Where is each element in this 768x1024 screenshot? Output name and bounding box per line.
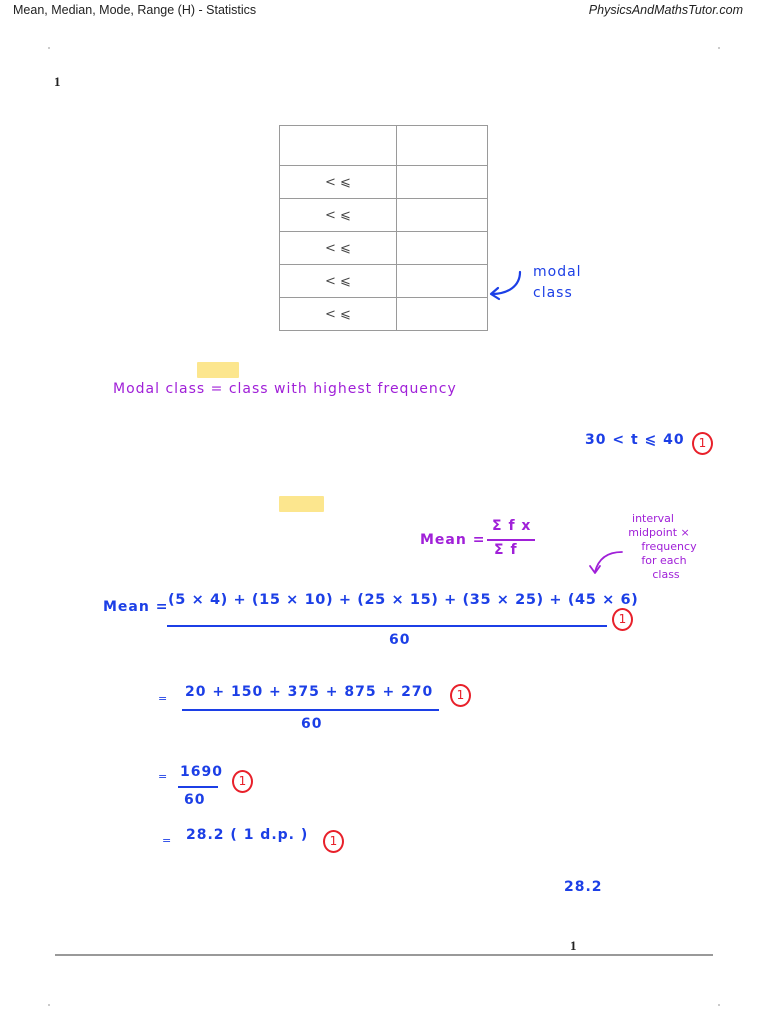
fraction-bar: [487, 539, 535, 541]
mean-formula-denominator: Σ f: [494, 542, 518, 558]
frequency-table: [279, 125, 488, 331]
interval-cell: < ⩽: [280, 232, 397, 265]
frequency-cell: [397, 265, 488, 298]
mark-circle: 1: [692, 432, 713, 455]
midpoint-note-line: class: [652, 568, 680, 581]
fraction-bar: [182, 709, 439, 711]
table-row: [280, 166, 488, 199]
modal-note-line2: class: [533, 285, 573, 301]
table-header-cell: [280, 126, 397, 166]
mean-line3-denominator: 60: [184, 792, 206, 808]
interval-cell: < ⩽: [280, 199, 397, 232]
curved-arrow-icon: [586, 548, 626, 578]
table-row: [280, 265, 488, 298]
frequency-cell: [397, 232, 488, 265]
question-number: 1: [54, 74, 61, 89]
corner-mark: [718, 47, 720, 49]
highlight-mark: [197, 362, 239, 378]
mean-formula-numerator: Σ f x: [492, 518, 532, 534]
mean-line2-numerator: 20 + 150 + 375 + 875 + 270: [185, 684, 434, 700]
table-row: [280, 199, 488, 232]
final-answer: 28.2: [564, 879, 603, 895]
corner-mark: [48, 47, 50, 49]
mean-formula-label: Mean =: [420, 532, 486, 548]
modal-class-definition: Modal class = class with highest frequency: [113, 381, 457, 397]
mark-circle: 1: [323, 830, 344, 853]
mark-circle: 1: [232, 770, 253, 793]
fraction-bar: [167, 625, 607, 627]
table-header-cell: [397, 126, 488, 166]
midpoint-note-line: interval: [632, 512, 674, 525]
footer-divider: [55, 954, 713, 956]
page-number: 1: [570, 938, 577, 953]
mean-line1-label: Mean =: [103, 599, 169, 615]
table-row: [280, 298, 488, 331]
equals-sign: =: [162, 834, 173, 847]
equals-sign: =: [158, 692, 169, 705]
frequency-cell: [397, 199, 488, 232]
mean-line3-numerator: 1690: [180, 764, 223, 780]
midpoint-note: [614, 512, 724, 582]
document-title: Mean, Median, Mode, Range (H) - Statistics: [13, 3, 257, 17]
fraction-bar: [178, 786, 218, 788]
mean-line2-denominator: 60: [301, 716, 323, 732]
modal-note-line1: modal: [533, 264, 582, 280]
corner-mark: [48, 1004, 50, 1006]
mean-line1-denominator: 60: [389, 632, 411, 648]
table-row: [280, 232, 488, 265]
mean-final-working: 28.2 ( 1 d.p. ): [186, 827, 309, 843]
mark-circle: 1: [450, 684, 471, 707]
curved-arrow-icon: [486, 268, 526, 304]
corner-mark: [718, 1004, 720, 1006]
interval-cell: < ⩽: [280, 298, 397, 331]
midpoint-note-line: frequency: [641, 540, 697, 553]
interval-cell: < ⩽: [280, 166, 397, 199]
mark-circle: 1: [612, 608, 633, 631]
midpoint-note-line: midpoint ×: [628, 526, 690, 539]
frequency-cell: [397, 298, 488, 331]
table-header-row: [280, 126, 488, 166]
frequency-cell: [397, 166, 488, 199]
interval-cell: < ⩽: [280, 265, 397, 298]
highlight-mark: [279, 496, 324, 512]
modal-class-answer: 30 < t ⩽ 40: [585, 432, 685, 448]
source-site: PhysicsAndMathsTutor.com: [588, 3, 743, 17]
equals-sign: =: [158, 770, 169, 783]
mean-line1-numerator: (5 × 4) + (15 × 10) + (25 × 15) + (35 × 25) + (45 × 6): [168, 592, 639, 608]
midpoint-note-line: for each: [641, 554, 687, 567]
